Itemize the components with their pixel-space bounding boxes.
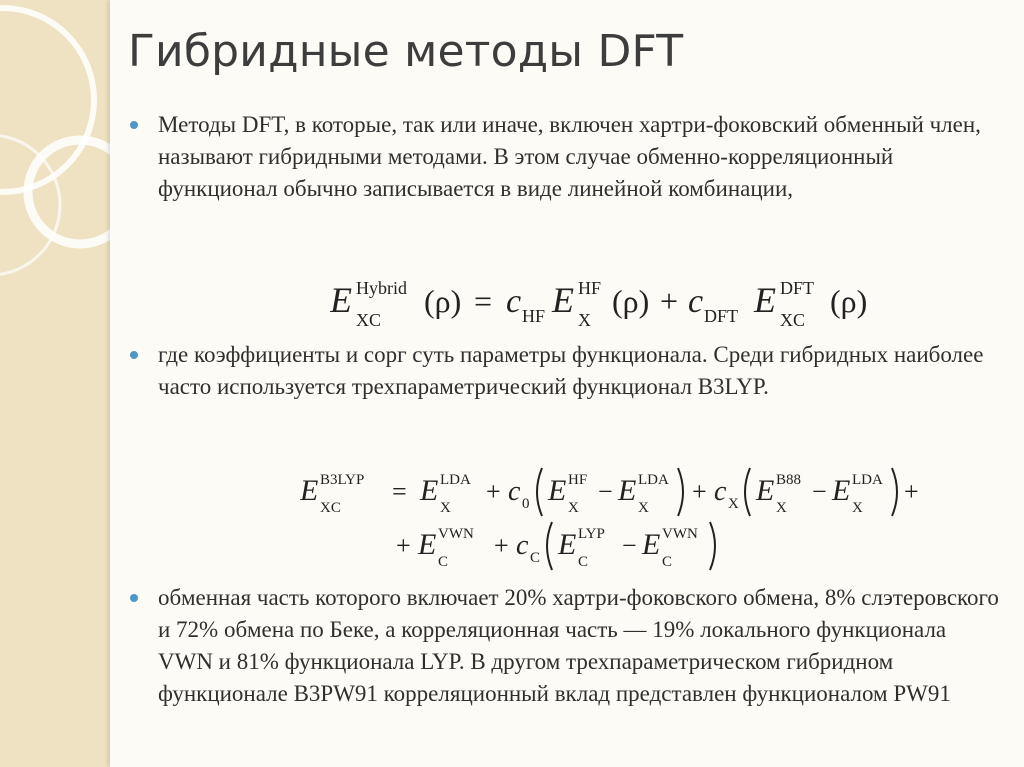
formula-operator: + (660, 283, 679, 319)
bullet-icon (130, 351, 138, 359)
formula-subscript: 0 (522, 496, 530, 512)
formula-superscript: VWN (438, 526, 474, 542)
formula-symbol: E (832, 474, 851, 507)
formula-subscript: HF (522, 306, 546, 326)
formula-paren-open (547, 522, 552, 570)
formula-argument: (ρ) (612, 283, 650, 319)
formula-subscript: XC (780, 310, 806, 330)
formula-coefficient: c (516, 530, 529, 561)
formula-argument: (ρ) (830, 283, 868, 319)
formula-symbol: E (756, 474, 775, 507)
formula-superscript: Hybrid (356, 278, 407, 298)
formula-symbol: E (330, 280, 352, 320)
formula-subscript: X (728, 496, 739, 512)
formula-superscript: LDA (852, 472, 883, 488)
formula-superscript: VWN (662, 526, 698, 542)
left-decorative-strip (0, 0, 110, 767)
formula-subscript: XC (356, 310, 382, 330)
formula-subscript: X (852, 500, 863, 516)
formula-superscript: B88 (776, 472, 802, 488)
formula-subscript: C (530, 550, 541, 566)
bullet-icon (130, 121, 138, 129)
formula-hybrid (330, 266, 890, 336)
formula-operator: − (812, 477, 827, 506)
bullet-item-3 (130, 582, 1000, 710)
decorative-circles (0, 0, 110, 767)
formula-operator: = (474, 283, 493, 319)
formula-operator: = (392, 477, 407, 506)
bullet-icon (130, 594, 138, 602)
formula-superscript: HF (568, 472, 588, 488)
slide-title: Гибридные методы DFT (128, 26, 684, 77)
formula-operator: − (622, 531, 637, 560)
formula-subscript: X (776, 500, 787, 516)
formula-operator: − (598, 477, 613, 506)
formula-operator: + (396, 531, 411, 560)
formula-symbol: E (754, 280, 776, 320)
formula-b3lyp (300, 462, 940, 572)
formula-symbol: E (418, 528, 437, 561)
formula-subscript: X (638, 500, 649, 516)
formula-subscript: C (438, 554, 449, 570)
formula-symbol: E (548, 474, 567, 507)
formula-paren-open (745, 468, 750, 516)
formula-symbol: E (558, 528, 577, 561)
formula-superscript: LDA (638, 472, 669, 488)
formula-symbol: E (552, 280, 574, 320)
bullet-text: Методы DFT, в которые, так или иначе, включен хартри-фоковский обменный член, называют гибридными методами. В этом случае обменно-корреляционный функционал обычно записывается в виде линейной комбинации, (158, 112, 981, 201)
formula-subscript: XC (320, 500, 341, 516)
formula-operator: + (486, 477, 501, 506)
formula-symbol: E (618, 474, 637, 507)
bullet-text: где коэффициенты и cорг суть параметры функционала. Среди гибридных наиболее часто используется трехпараметрический функционал B3LYP. (158, 342, 984, 399)
formula-coefficient: c (506, 283, 522, 320)
formula-superscript: DFT (780, 278, 815, 298)
formula-superscript: LDA (440, 472, 471, 488)
bullet-text: обменная часть которого включает 20% хартри-фоковского обмена, 8% слэтеровского и 72% обмена по Беке, а корреляционная часть — 19% локального функционала VWN и 81% функционала LYP. В другом трехпараметрическом гибридном функционале B3PW91 корреляционный вклад представлен функционалом PW91 (158, 585, 999, 706)
bullet-item-1 (130, 109, 1000, 205)
formula-coefficient: c (508, 476, 521, 507)
formula-operator: + (494, 531, 509, 560)
formula-subscript: DFT (704, 306, 739, 326)
formula-subscript: X (578, 310, 591, 330)
formula-subscript: X (568, 500, 579, 516)
formula-superscript: HF (578, 278, 602, 298)
formula-symbol: E (420, 474, 439, 507)
formula-superscript: LYP (578, 526, 605, 542)
formula-paren-close (892, 468, 897, 516)
formula-subscript: C (662, 554, 673, 570)
formula-paren-close (678, 468, 683, 516)
formula-coefficient: c (714, 476, 727, 507)
formula-symbol: E (642, 528, 661, 561)
formula-argument: (ρ) (424, 283, 462, 319)
formula-symbol: E (300, 474, 319, 507)
formula-operator: + (904, 477, 919, 506)
bullet-item-2 (130, 339, 1000, 403)
formula-coefficient: c (688, 283, 704, 320)
formula-paren-close (710, 522, 715, 570)
formula-subscript: X (440, 500, 451, 516)
formula-superscript: B3LYP (320, 472, 365, 488)
formula-subscript: C (578, 554, 589, 570)
formula-paren-open (537, 468, 542, 516)
formula-operator: + (692, 477, 707, 506)
